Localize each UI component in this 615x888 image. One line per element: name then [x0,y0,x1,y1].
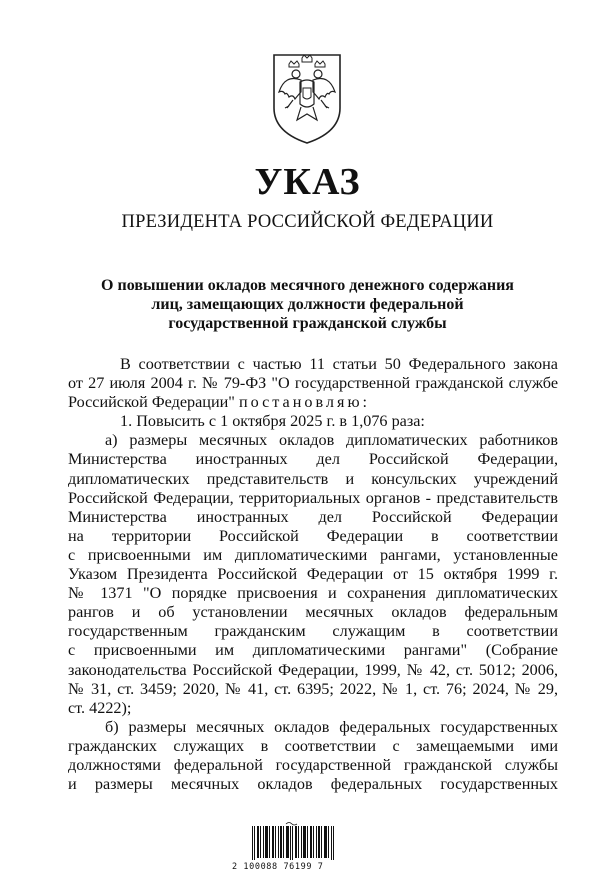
subparagraph-a-line: ст. 4222); [68,698,132,717]
barcode [252,822,334,862]
paragraph-text: Российской Федерации" [68,393,235,412]
subparagraph-a-line: Министерства иностранных дел Российской Федерации [68,507,558,526]
heading-line: лиц, замещающих должности федеральной [151,296,464,313]
subparagraph-a-line: дипломатических представительств и консульских учреждений [68,469,558,488]
paragraph-line: 1. Повысить с 1 октября 2025 г. в 1,076 раза: [120,412,425,431]
subparagraph-a-line: с присвоенными им дипломатическими рангами, установленные [68,545,558,564]
subparagraph-a-line: рангов и об установлении месячных окладов федеральным [68,603,558,622]
subparagraph-b-line: и размеры месячных окладов федеральных государственных [68,775,558,794]
subparagraph-a-line: Министерства иностранных дел Российской Федерации, [68,450,558,469]
subparagraph-a-line: законодательства Российской Федерации, 1999, № 42, ст. 5012; 2006, [68,660,558,679]
document-title: УКАЗ [254,161,361,203]
subparagraph-a-line: Указом Президента Российской Федерации от 15 октября 1999 г. [68,565,558,584]
subparagraph-a-line: на территории Российской Федерации в соответствии [68,526,558,545]
subparagraph-a-line: № 1371 "О порядке присвоения и сохранения дипломатических [68,584,558,603]
heading-line: государственной гражданской службы [168,315,447,332]
coat-of-arms-emblem [271,52,343,146]
paragraph-line: В соответствии с частью 11 статьи 50 Федерального закона [120,355,558,373]
decree-body [68,355,558,794]
subparagraph-b-line: б) размеры месячных окладов федеральных государственных [105,717,558,736]
subparagraph-b-line: гражданских служащих в соответствии с замещаемыми ими [68,736,558,755]
paragraph-line [68,393,558,412]
subparagraph-a-line: государственным гражданским служащим в соответствии [68,622,558,641]
subparagraph-a-line: а) размеры месячных окладов дипломатических работников [105,431,558,450]
paragraph-line: от 27 июля 2004 г. № 79-ФЗ "О государственной гражданской службе [68,374,558,393]
subparagraph-b-line: должностями федеральной государственной гражданской службы [68,755,558,774]
barcode-number: 2 100088 76199 7 [232,862,324,872]
subparagraph-a-line: Российской Федерации, территориальных органов - представительств [68,488,558,507]
decree-heading [60,276,555,333]
document-subtitle: ПРЕЗИДЕНТА РОССИЙСКОЙ ФЕДЕРАЦИИ [121,212,494,232]
heading-line: О повышении окладов месячного денежного содержания [101,277,514,294]
subparagraph-a-line: с присвоенными им дипломатическими рангами" (Собрание [68,641,558,660]
resolution-word: постановляю: [238,393,371,412]
subparagraph-a-line: № 31, ст. 3459; 2020, № 41, ст. 6395; 2022, № 1, ст. 76; 2024, № 29, [68,679,558,698]
